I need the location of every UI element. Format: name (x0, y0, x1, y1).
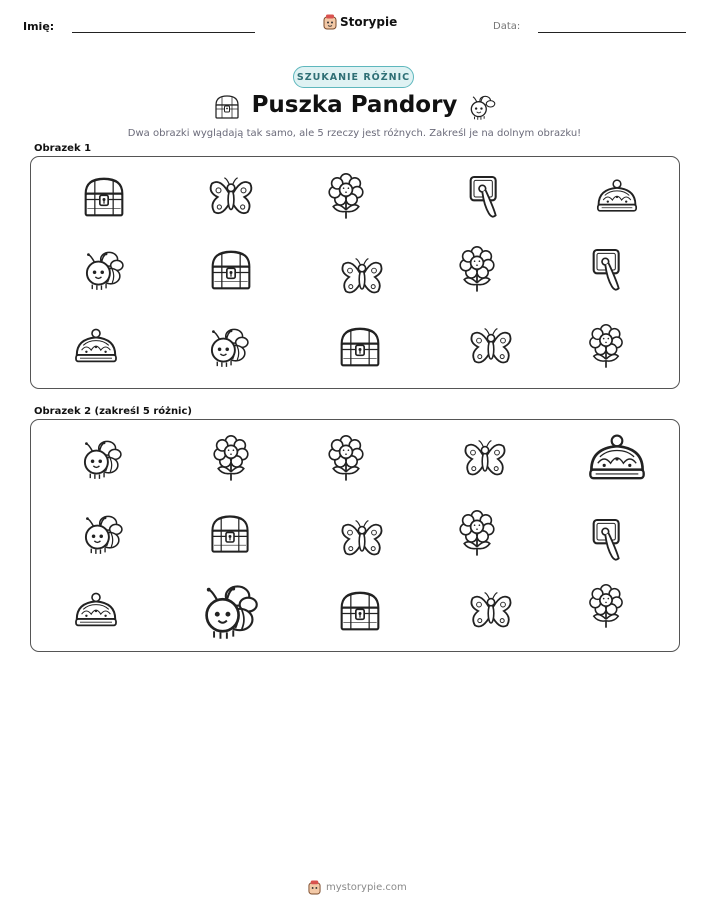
picture1-butterfly-icon (467, 323, 515, 371)
picture2-bee-icon[interactable] (197, 579, 261, 643)
picture2-chest-icon[interactable] (335, 586, 385, 636)
instructions: Dwa obrazki wyglądają tak samo, ale 5 rzeczy jest różnych. Zakreśl je na dolnym obrazku! (127, 128, 582, 139)
picture1-pot-icon (72, 323, 120, 371)
picture1-butterfly-icon (206, 172, 256, 222)
page-title: Puszka Pandory (251, 92, 458, 118)
picture1-chest-icon (335, 322, 385, 372)
picture2-butterfly-icon[interactable] (467, 587, 515, 635)
activity-badge: SZUKANIE RÓŻNIC (293, 66, 414, 88)
picture1-chest-icon (79, 172, 129, 222)
footer (308, 880, 407, 895)
picture2-butterfly-icon[interactable] (338, 515, 386, 563)
picture2-flower-icon[interactable] (207, 435, 255, 483)
picture1-flower-icon (322, 173, 370, 221)
picture2-pot-icon[interactable] (585, 427, 649, 491)
date-line (538, 32, 686, 33)
picture2-pot-icon[interactable] (72, 587, 120, 635)
picture2-butterfly-icon[interactable] (461, 435, 509, 483)
picture1-flower-icon (453, 246, 501, 294)
picture1-bee-icon (205, 324, 251, 370)
picture1-flower-icon (583, 324, 629, 370)
footer-url: mystorypie.com (326, 882, 407, 893)
picture1-pot-icon (594, 174, 640, 220)
picture2-bee-icon[interactable] (78, 436, 124, 482)
name-label: Imię: (23, 20, 55, 33)
picture1-bee-icon (80, 247, 126, 293)
brand-logo (323, 14, 397, 30)
brand-name: Storypie (340, 15, 398, 29)
name-line (72, 32, 255, 33)
footer-logo-icon (308, 880, 321, 895)
picture1-chest-icon (206, 245, 256, 295)
picture2-flower-icon[interactable] (583, 584, 629, 630)
picture2-label: Obrazek 2 (zakreśl 5 różnic) (34, 406, 192, 417)
picture2-bee-icon[interactable] (79, 511, 125, 557)
title-bee-icon (466, 92, 498, 122)
storypie-logo-icon (323, 14, 337, 30)
picture2-flower-icon[interactable] (322, 435, 370, 483)
picture1-lever-icon (582, 245, 632, 295)
picture1-butterfly-icon (338, 253, 386, 301)
date-label: Data: (493, 21, 521, 32)
picture1-lever-icon (459, 172, 509, 222)
picture2-chest-icon[interactable] (206, 510, 254, 558)
picture2-lever-icon[interactable] (582, 515, 632, 565)
picture1-label: Obrazek 1 (34, 143, 92, 154)
picture2-flower-icon[interactable] (453, 510, 501, 558)
